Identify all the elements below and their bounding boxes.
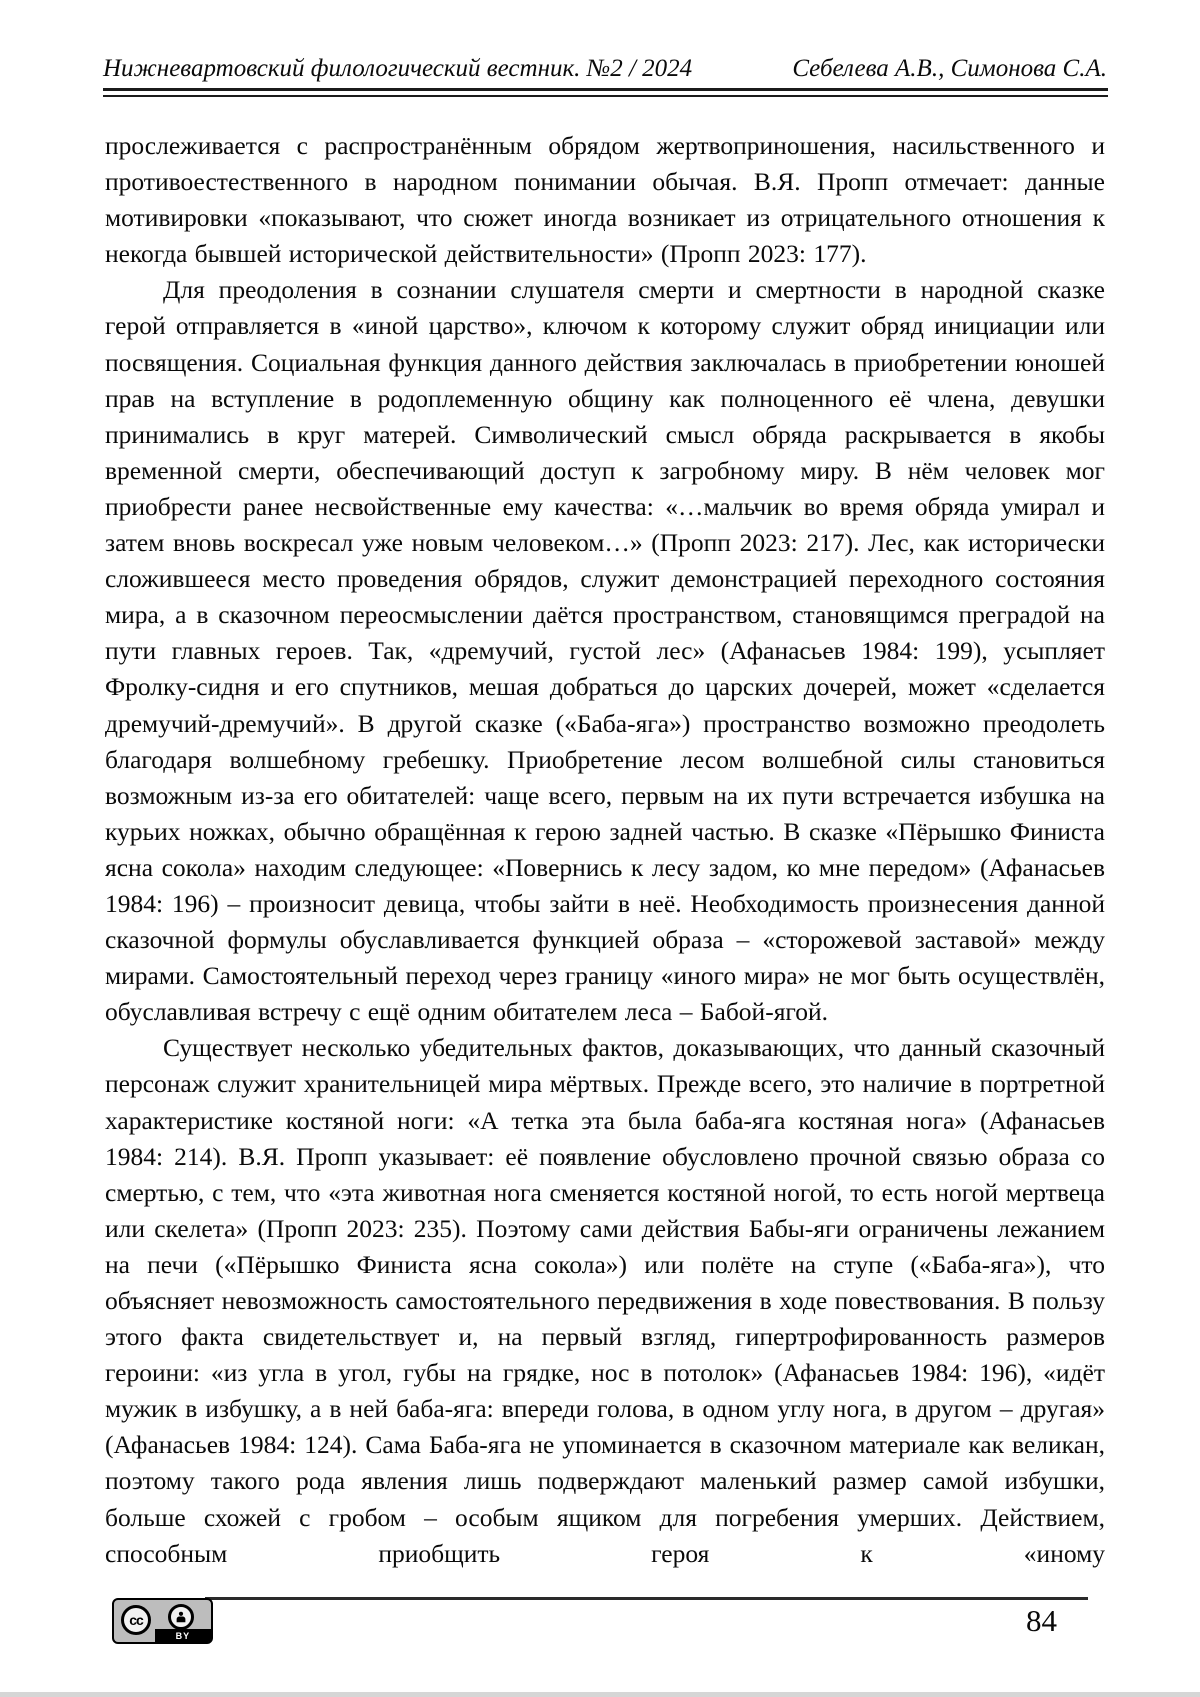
- paragraph: Существует несколько убедительных фактов, доказывающих, что данный сказочный персонаж служит хранительницей мира мёртвых. Прежде всего, это наличие в портретной характеристике костяной ноги: «А тетка эта была баба-яга костяная нога» (Афанасьев 1984: 214). В.Я. Пропп указывает: её появление обусловлено прочной связью образа со смертью, с тем, что «эта животная нога сменяется костяной ногой, то есть ногой мертвеца или скелета» (Пропп 2023: 235). Поэтому сами действия Бабы-яги ограничены лежанием на печи («Пёрышко Финиста ясна сокола») или полёте на ступе («Баба-яга»), что объясняет невозможность самостоятельного передвижения в ходе повествования. В пользу этого факта свидетельствует и, на первый взгляд, гипертрофированность размеров героини: «из угла в угол, губы на грядке, нос в потолок» (Афанасьев 1984: 196), «идёт мужик в избушку, а в ней баба-яга: впереди голова, в одном углу нога, в другом – другая» (Афанасьев 1984: 124). Сама Баба-яга не упоминается в сказочном материале как великан, поэтому такого рода явления лишь подверждают маленький размер самой избушки, больше схожей с гробом – особым ящиком для погребения умерших. Действием, способным приобщить героя к «иному: [105, 1033, 1105, 1568]
- cc-icon-label: cc: [129, 1612, 143, 1628]
- by-label: BY: [155, 1629, 211, 1642]
- page-number: 84: [1026, 1603, 1057, 1638]
- page-authors: Себелева А.В., Симонова С.А.: [792, 55, 1107, 82]
- article-body: [105, 128, 1105, 1572]
- cc-by-license-badge: [112, 1598, 213, 1644]
- footer-divider: [205, 1597, 1088, 1600]
- paragraph: прослеживается с распространённым обрядом жертвоприношения, насильственного и противоестественного в народном понимании обычая. В.Я. Пропп отмечает: данные мотивировки «показывают, что сюжет иногда возникает из отрицательного отношения к некогда бывшей исторической действительности» (Пропп 2023: 177).: [105, 131, 1105, 269]
- journal-title: Нижневартовский филологический вестник. №2 / 2024: [103, 55, 693, 82]
- scan-edge-artifact: [0, 1692, 1200, 1697]
- attribution-person-icon: [168, 1604, 194, 1630]
- header-divider: [103, 88, 1108, 97]
- creative-commons-icon: [121, 1605, 151, 1635]
- paragraph: Для преодоления в сознании слушателя смерти и смертности в народной сказке герой отправляется в «иной царство», ключом к которому служит обряд инициации или посвящения. Социальная функция данного действия заключалась в приобретении юношей прав на вступление в родоплеменную общину как полноценного её члена, девушки принимались в круг матерей. Символический смысл обряда раскрывается в якобы временной смерти, обеспечивающий доступ к загробному миру. В нём человек мог приобрести ранее несвойственные ему качества: «…мальчик во время обряда умирал и затем вновь воскресал уже новым человеком…» (Пропп 2023: 217). Лес, как исторически сложившееся место проведения обрядов, служит демонстрацией переходного состояния мира, а в сказочном переосмыслении даётся пространством, становящимся преградой на пути главных героев. Так, «дремучий, густой лес» (Афанасьев 1984: 199), усыпляет Фролку-сидня и его спутников, мешая добраться до царских дочерей, может «сделается дремучий-дремучий». В другой сказке («Баба-яга») пространство возможно преодолеть благодаря волшебному гребешку. Приобретение лесом волшебной силы становиться возможным из-за его обитателей: чаще всего, первым на их пути встречается избушка на курьих ножках, обычно обращённая к герою задней частью. В сказке «Пёрышко Финиста ясна сокола» находим следующее: «Повернись к лесу задом, ко мне передом» (Афанасьев 1984: 196) – произносит девица, чтобы зайти в неё. Необходимость произнесения данной сказочной формулы обуславливается функцией образа – «сторожевой заставой» между мирами. Самостоятельный переход через границу «иного мира» не мог быть осуществлён, обуславливая встречу с ещё одним обитателем леса – Бабой-ягой.: [105, 275, 1105, 1027]
- running-header: [103, 54, 1107, 84]
